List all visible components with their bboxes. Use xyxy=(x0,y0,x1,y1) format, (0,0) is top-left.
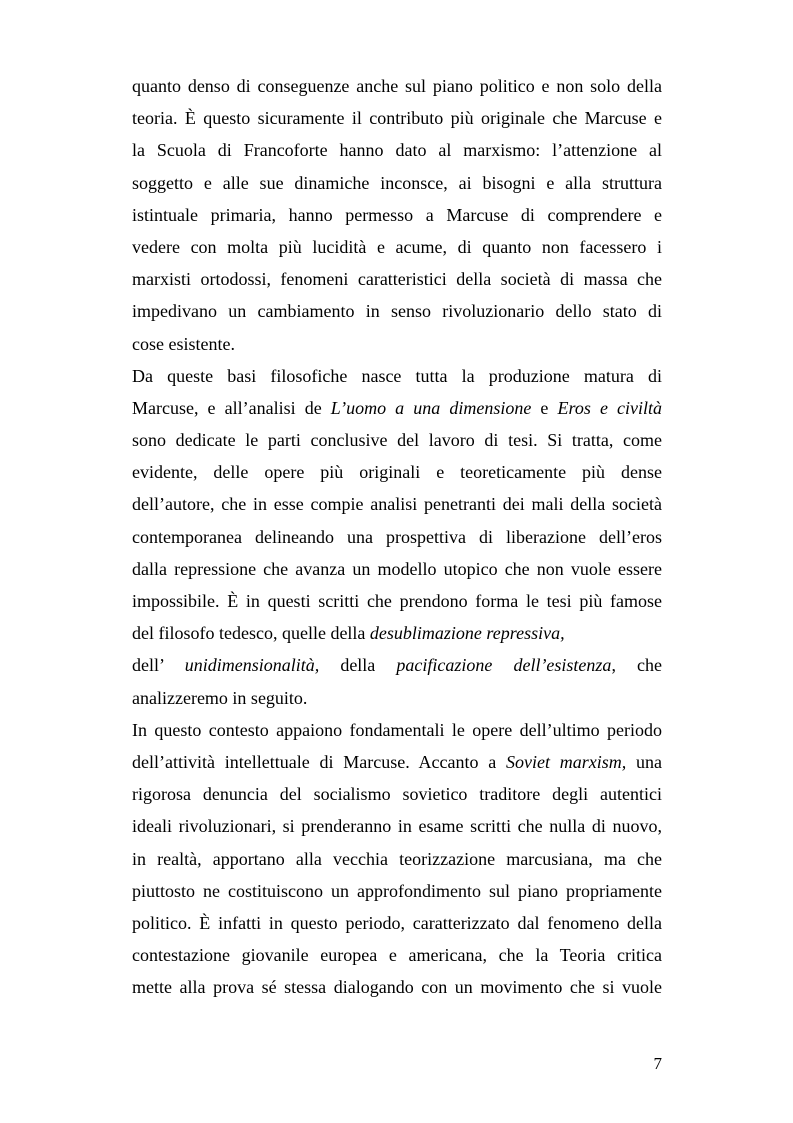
text-line: rigorosa denuncia del socialismo sovietico traditore degli autentici xyxy=(132,784,662,805)
text-line: marxisti ortodossi, fenomeni caratteristici della società di massa che xyxy=(132,269,662,290)
text-line: evidente, delle opere più originali e teoreticamente più dense xyxy=(132,462,662,483)
text-line: In questo contesto appaiono fondamentali le opere dell’ultimo periodo xyxy=(132,719,662,740)
text-line: dell’ unidimensionalità, della pacificazione dell’esistenza, che xyxy=(132,655,662,676)
document-page xyxy=(132,70,662,1003)
concept-term: desublimazione repressiva, xyxy=(369,623,565,644)
text-line: istintuale primaria, hanno permesso a Marcuse di comprendere e xyxy=(132,204,662,225)
text-line: teoria. È questo sicuramente il contributo più originale che Marcuse e xyxy=(132,108,662,129)
text-line: politico. È infatti in questo periodo, caratterizzato dal fenomeno della xyxy=(132,912,662,933)
concept-term: pacificazione dell’esistenza xyxy=(396,655,612,676)
text-line: piuttosto ne costituiscono un approfondimento sul piano propriamente xyxy=(132,880,662,901)
text-line: analizzeremo in seguito. xyxy=(132,687,308,708)
text-line: cose esistente. xyxy=(132,333,235,354)
text-line: dalla repressione che avanza un modello utopico che non vuole essere xyxy=(132,558,662,579)
text-line: sono dedicate le parti conclusive del lavoro di tesi. Si tratta, come xyxy=(132,430,662,451)
text-line: del filosofo tedesco, quelle della desublimazione repressiva, xyxy=(132,623,565,644)
text-line: contemporanea delineando una prospettiva di liberazione dell’eros xyxy=(132,526,662,547)
text-line: ideali rivoluzionari, si prenderanno in esame scritti che nulla di nuovo, xyxy=(132,816,662,837)
page-number: 7 xyxy=(653,1054,662,1073)
concept-term: unidimensionalità, xyxy=(184,655,320,676)
text-line: vedere con molta più lucidità e acume, di quanto non facessero i xyxy=(132,236,662,257)
text-line: la Scuola di Francoforte hanno dato al marxismo: l’attenzione al xyxy=(132,140,662,161)
text-line: dell’attività intellettuale di Marcuse. Accanto a Soviet marxism, una xyxy=(132,751,662,772)
book-title: Eros e civiltà xyxy=(557,397,662,418)
text-line: Marcuse, e all’analisi de L’uomo a una dimensione e Eros e civiltà xyxy=(132,397,662,418)
text-line: in realtà, apportano alla vecchia teorizzazione marcusiana, ma che xyxy=(132,848,662,869)
text-line: quanto denso di conseguenze anche sul piano politico e non solo della xyxy=(132,76,662,96)
text-line: mette alla prova sé stessa dialogando con un movimento che si vuole xyxy=(132,977,662,998)
book-title: L’uomo a una dimensione xyxy=(330,397,532,418)
text-line: impedivano un cambiamento in senso rivoluzionario dello stato di xyxy=(132,301,662,322)
text-line: contestazione giovanile europea e americana, che la Teoria critica xyxy=(132,945,662,966)
text-line: Da queste basi filosofiche nasce tutta la produzione matura di xyxy=(132,365,662,386)
text-line: dell’autore, che in esse compie analisi penetranti dei mali della società xyxy=(132,494,662,515)
text-line: soggetto e alle sue dinamiche inconsce, ai bisogni e alla struttura xyxy=(132,172,662,193)
text-line: impossibile. È in questi scritti che prendono forma le tesi più famose xyxy=(132,591,662,611)
book-title: Soviet marxism, xyxy=(505,751,627,772)
